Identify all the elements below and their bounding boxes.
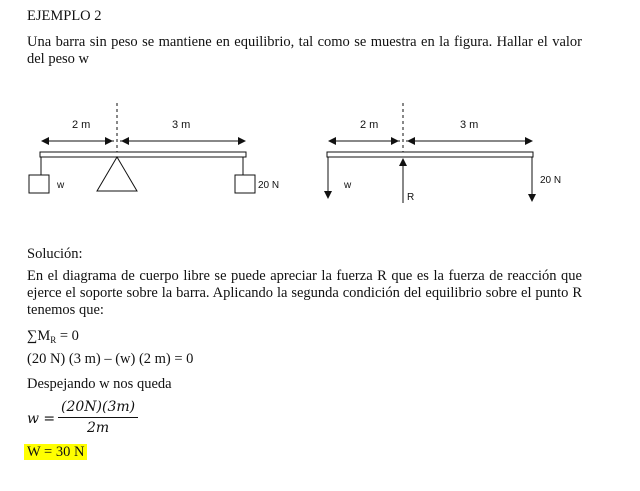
dimension-label-left: 2 m [72,119,91,131]
solution-paragraph: En el diagrama de cuerpo libre se puede apreciar la fuerza R que es la fuerza de reacción que ejerce el soporte sobre la barra. Aplicando la segunda condición del equilibrio sobre el punto R tenemos que: [27,268,582,318]
fbd-dimension-label-left: 2 m [360,119,379,131]
result-highlight: W = 30 N [24,444,87,460]
fraction-expression [58,399,138,436]
diagram-lever-support [0,95,320,205]
force-label-20n: 20 N [540,175,562,186]
fraction-lhs: w = [27,411,56,427]
result [24,443,87,461]
despejando-text: Despejando w nos queda [27,376,172,392]
fraction-denominator: 2m [86,420,110,436]
moment-symbol: ∑M [27,328,51,344]
example-heading: EJEMPLO 2 [27,8,102,24]
reaction-label-r: R [407,192,415,203]
weight-label-20n: 20 N [258,180,280,191]
moment-subscript: R [50,335,57,345]
fbd-bar [327,152,533,157]
weight-box-right [235,175,255,193]
weight-label-w: w [57,180,65,191]
torque-equation: (20 N) (3 m) – (w) (2 m) = 0 [27,351,194,367]
fraction-numerator: (20N)(3m) [58,399,138,418]
diagram-free-body [310,95,610,210]
fbd-dimension-label-right: 3 m [460,119,479,131]
force-label-w: w [344,180,352,191]
moment-equation [27,327,79,349]
fulcrum-triangle [97,157,137,191]
moment-rest: = 0 [56,328,79,344]
solution-heading: Solución: [27,246,83,262]
weight-box-left [29,175,49,193]
problem-statement: Una barra sin peso se mantiene en equilibrio, tal como se muestra en la figura. Hallar el valor del peso w [27,34,582,67]
dimension-label-right: 3 m [172,119,191,131]
weightless-bar [40,152,246,157]
